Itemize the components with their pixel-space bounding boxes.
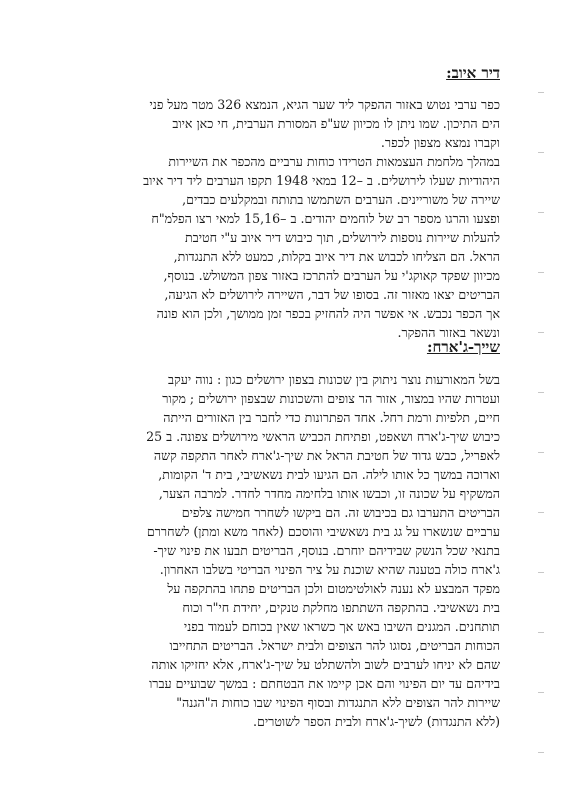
margin-mark — [538, 692, 544, 693]
text-line: ג'ארח כולה בטענה שהיא שוכנת על ציר הפינוי הבריטי בשלבו האחרון. — [159, 562, 500, 577]
text-line: היהודיות שעלו לירושלים. ב –12 במאי 1948 תקפו הערבים ליד דיר איוב — [143, 173, 500, 188]
text-line: בידיהם עד יום הפינוי והם אכן קיימו את הבטחתם : במשך שבועיים עברו — [149, 676, 500, 691]
text-line: מכיוון שפקד קאוקג'י על הערבים להתרכז באזור צפון המשולש. בנוסף, — [163, 268, 500, 283]
section-deir-ayyub — [62, 64, 500, 342]
margin-mark — [538, 92, 544, 93]
text-line: ערביים שנשארו על גג בית נשאשיבי והוסכם (לאחר משא ומתן) לשחררם — [146, 524, 500, 539]
text-line: במהלך מלחמת העצמאות הטרידו כוחות ערביים מהכפר את השיירות — [168, 154, 500, 169]
margin-mark — [538, 752, 544, 753]
section-paragraph — [62, 95, 500, 342]
text-line: אך הכפר נכבש. אי אפשר היה להחזיק בכפר זמן ממושך, ולכן הוא פונה — [156, 306, 500, 321]
text-line: בית נשאשיבי. בהתקפה השתתפו מחלקת טנקים, יחידת חי"ר וכוח — [182, 600, 500, 615]
text-line: לאפריל, כבש גדוד של חטיבת הראל את שיך-ג'ארח לאחר התקפה קשה — [153, 448, 500, 463]
section-sheikh-jarrah — [62, 338, 500, 731]
text-line: שיירה של משוריינים. הערבים השתמשו בתותח ובמקלעים כבדים, — [182, 192, 500, 207]
text-line: וקברו נמצא מצפון לכפר. — [380, 135, 500, 150]
text-line: בשל המאורעות נוצר ניתוק בין שכונות בצפון ירושלים כגון : נווה יעקב — [167, 372, 500, 387]
text-line: חיים, תלפיות ורמת רחל. אחד הפתרונות כדי לחבר בין האזורים הייתה — [163, 410, 500, 425]
text-line: שהם לא יניחו לערבים לשוב ולהשתלט על שיך-ג'ארח, אלא יחזיקו אותה — [151, 657, 500, 672]
margin-mark — [538, 572, 544, 573]
section-heading: דיר איוב: — [446, 64, 500, 82]
text-line: בתנאי שכל הנשק שבידיהם יוחרם. בנוסף, הבריטים תבעו את פינוי שיך- — [153, 543, 500, 558]
text-line: להעלות שיירות נוספות לירושלים, תוך כיבוש דיר איוב ע"י חטיבת — [184, 230, 500, 245]
margin-mark — [538, 332, 544, 333]
text-line: כיבוש שיך-ג'ארח ושאפט, ופתיחת הכביש הראשי מירושלים צפונה. ב 25 — [146, 429, 500, 444]
text-line: ופצעו והרגו מספר רב של לוחמים יהודים. ב –15,16 למאי רצו הפלמ"ח — [151, 211, 500, 226]
margin-mark — [538, 632, 544, 633]
margin-mark — [538, 272, 544, 273]
margin-mark — [538, 512, 544, 513]
margin-mark — [538, 212, 544, 213]
text-line: המשקיף על שכונה זו, וכבשו אותו בלחימה מחדר לחדר. למרבה הצער, — [158, 486, 500, 501]
text-line: שיירות להר הצופים ללא התנגדות ובסוף הפינוי שבו כוחות ה"הגנה" — [176, 695, 500, 710]
text-line: וארוכה במשך כל אותו לילה. הם הגיעו לבית נשאשיבי, בית ד' הקומות, — [158, 467, 500, 482]
margin-mark — [538, 452, 544, 453]
text-line: ועטרות שהיו במצור, אזור הר צופים והשכונות שבצפון ירושלים ; מקור — [162, 391, 500, 406]
text-line: ונשאר באזור ההפקר. — [397, 325, 500, 340]
text-line: הכוחות הבריטים, נסוגו להר הצופים ולבית ישראל. הבריטים התחייבו — [169, 638, 500, 653]
section-paragraph — [62, 370, 500, 731]
text-line: מפקד המבצע לא נענה לאולטימטום ולכן הבריטים פתחו בהתקפה על — [167, 581, 500, 596]
text-line: הראל. הם הצליחו לכבוש את דיר איוב בקלות, כמעט ללא התנגדות, — [173, 249, 500, 264]
text-line: הבריטים יצאו מאזור זה. בסופו של דבר, השיירה לירושלים לא הגיעה, — [164, 287, 500, 302]
text-line: כפר ערבי נטוש באזור ההפקר ליד שער הגיא, הנמצא 326 מטר מעל פני — [149, 97, 500, 112]
margin-mark — [538, 392, 544, 393]
text-line: הבריטים התערבו גם בכיבוש זה. הם ביקשו לשחרר חמישה צלפים — [181, 505, 500, 520]
text-line: תותחנים. המגנים השיבו באש אך כשראו שאין בכוחם לעמוד בפני — [183, 619, 500, 634]
text-line: (ללא התנגדות) לשיך-ג'ארח ולבית הספר לשוטרים. — [252, 714, 500, 729]
text-line: הים התיכון. שמו ניתן לו מכיוון שע"פ המסורת הערבית, חי כאן איוב — [172, 116, 500, 131]
section-heading: שייך-ג'ארח: — [426, 338, 500, 356]
margin-mark — [538, 152, 544, 153]
